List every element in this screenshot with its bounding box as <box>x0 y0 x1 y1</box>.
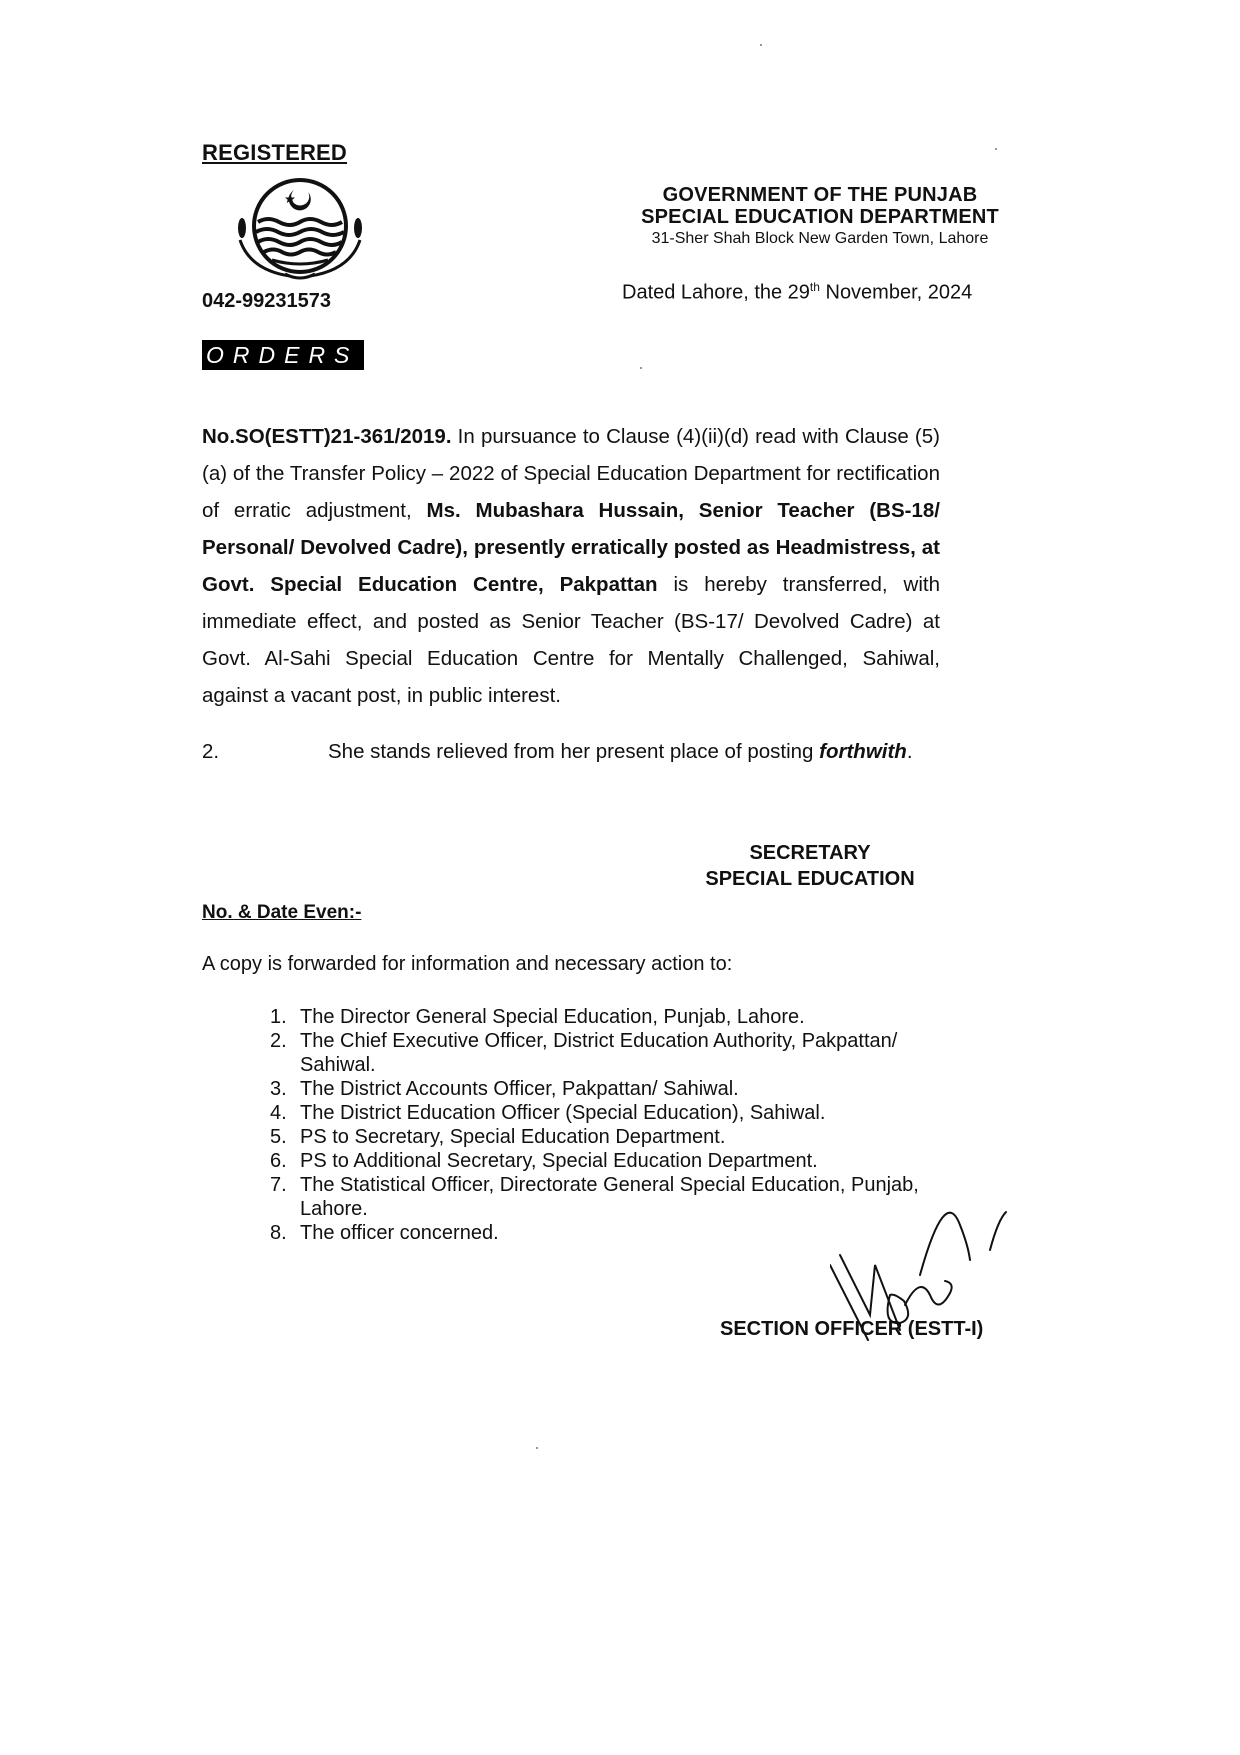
item-text: The Chief Executive Officer, District Education Authority, Pakpattan/ Sahiwal. <box>300 1030 898 1076</box>
item-number: 6. <box>270 1150 287 1172</box>
paragraph-2-end: . <box>906 740 913 763</box>
copy-forwarded-intro: A copy is forwarded for information and necessary action to: <box>202 953 733 975</box>
order-number: No.SO(ESTT)21-361/2019. <box>202 425 452 448</box>
paragraph-2-text: She stands relieved from her present place of posting <box>328 740 820 763</box>
item-text: The District Education Officer (Special Education), Sahiwal. <box>300 1102 826 1124</box>
list-item <box>270 1005 970 1029</box>
order-paragraph-2 <box>202 740 962 764</box>
secretary-signatory <box>680 840 940 892</box>
department-header <box>600 184 1040 250</box>
orders-badge: ORDERS <box>202 340 364 370</box>
item-number: 8. <box>270 1222 287 1244</box>
scan-speck <box>760 44 762 46</box>
list-item <box>270 1125 970 1149</box>
order-subject: Ms. Mubashara Hussain, Senior Teacher (BS-18/ Personal/ Devolved Cadre), presently erratically posted as Headmistress, at Govt. Special Education Centre, Pakpattan <box>202 499 940 596</box>
order-text-2: is hereby transferred, with immediate effect, and posted as Senior Teacher (BS-17/ Devolved Cadre) at Govt. Al-Sahi Special Education Centre for Mentally Challenged, Sahiwal, against a vacant post, in public interest. <box>202 573 941 707</box>
government-title: GOVERNMENT OF THE PUNJAB <box>662 184 978 206</box>
item-number: 2. <box>270 1030 287 1052</box>
list-item <box>270 1077 970 1101</box>
list-item <box>270 1029 970 1077</box>
order-paragraph-1 <box>202 418 940 714</box>
no-date-even-heading: No. & Date Even:- <box>202 902 362 923</box>
item-text: PS to Secretary, Special Education Department. <box>300 1126 726 1148</box>
section-officer-signatory: SECTION OFFICER (ESTT-I) <box>720 1318 984 1340</box>
scan-speck <box>995 148 997 150</box>
scan-speck <box>536 1447 538 1449</box>
punjab-emblem-icon <box>230 178 370 288</box>
paragraph-number: 2. <box>202 740 220 763</box>
item-number: 4. <box>270 1102 287 1124</box>
item-text: The Director General Special Education, Punjab, Lahore. <box>300 1006 805 1028</box>
scan-speck <box>640 367 642 369</box>
item-number: 1. <box>270 1006 287 1028</box>
dated-rest: November, 2024 <box>819 281 973 304</box>
forthwith-emphasis: forthwith <box>819 740 907 763</box>
registered-label: REGISTERED <box>202 140 348 165</box>
list-item <box>270 1101 970 1125</box>
phone-number: 042-99231573 <box>202 290 332 312</box>
item-text: PS to Additional Secretary, Special Education Department. <box>300 1150 818 1172</box>
department-title: SPECIAL EDUCATION DEPARTMENT <box>641 206 999 228</box>
item-number: 3. <box>270 1078 287 1100</box>
dated-prefix: Dated Lahore, the 29 <box>622 281 810 304</box>
item-text: The District Accounts Officer, Pakpattan/ Sahiwal. <box>300 1078 739 1100</box>
secretary-title: SECRETARY <box>749 842 871 864</box>
item-text: The officer concerned. <box>300 1222 499 1244</box>
secretary-subtitle: SPECIAL EDUCATION <box>705 868 915 890</box>
dated-ordinal: th <box>809 280 820 294</box>
item-text: The Statistical Officer, Directorate General Special Education, Punjab, Lahore. <box>300 1174 919 1220</box>
list-item <box>270 1149 970 1173</box>
item-number: 7. <box>270 1174 287 1196</box>
dated-line <box>622 280 972 305</box>
department-address: 31-Sher Shah Block New Garden Town, Lahore <box>651 230 989 247</box>
item-number: 5. <box>270 1126 287 1148</box>
order-text-1: In pursuance to Clause (4)(ii)(d) read with Clause (5)(a) of the Transfer Policy – 2022 of Special Education Department for rectification of erratic adjustment, <box>202 425 940 522</box>
